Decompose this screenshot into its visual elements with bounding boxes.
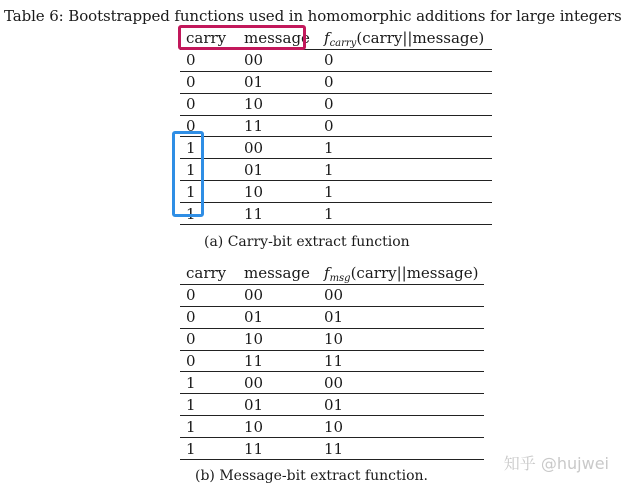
table-row xyxy=(180,49,492,71)
header-carry: carry xyxy=(180,28,244,49)
function-symbol: f xyxy=(324,29,330,48)
table-row xyxy=(180,159,492,181)
watermark: 知乎 @hujwei xyxy=(503,454,609,473)
table-row xyxy=(180,372,484,394)
header-message: message xyxy=(244,263,324,284)
table-header-row xyxy=(180,263,484,284)
cell-carry: 0 xyxy=(180,306,244,328)
message-table-body xyxy=(180,284,484,459)
cell-message: 00 xyxy=(244,137,324,159)
cell-message: 00 xyxy=(244,284,324,306)
cell-function-output: 10 xyxy=(324,328,484,350)
cell-function-output: 0 xyxy=(324,49,492,71)
cell-carry: 0 xyxy=(180,284,244,306)
function-subscript: msg xyxy=(329,273,351,285)
cell-message: 11 xyxy=(244,438,324,460)
table-row xyxy=(180,416,484,438)
cell-carry: 1 xyxy=(180,203,244,225)
cell-message: 00 xyxy=(244,49,324,71)
cell-function-output: 0 xyxy=(324,115,492,137)
cell-carry: 0 xyxy=(180,93,244,115)
table-caption: Table 6: Bootstrapped functions used in homomorphic additions for large integers xyxy=(4,7,622,25)
header-highlight-box xyxy=(178,25,306,50)
cell-message: 00 xyxy=(244,372,324,394)
cell-message: 10 xyxy=(244,416,324,438)
table-row xyxy=(180,93,492,115)
cell-function-output: 10 xyxy=(324,416,484,438)
cell-function-output: 1 xyxy=(324,159,492,181)
table-row xyxy=(180,71,492,93)
cell-carry: 1 xyxy=(180,394,244,416)
table-row xyxy=(180,306,484,328)
cell-message: 11 xyxy=(244,115,324,137)
cell-carry: 0 xyxy=(180,71,244,93)
cell-function-output: 11 xyxy=(324,350,484,372)
function-argument: (carry||message) xyxy=(356,29,485,48)
cell-carry: 1 xyxy=(180,159,244,181)
header-carry: carry xyxy=(180,263,244,284)
cell-message: 11 xyxy=(244,203,324,225)
cell-function-output: 01 xyxy=(324,306,484,328)
cell-carry: 0 xyxy=(180,49,244,71)
table-row xyxy=(180,203,492,225)
cell-message: 01 xyxy=(244,394,324,416)
cell-message: 10 xyxy=(244,328,324,350)
cell-carry: 0 xyxy=(180,115,244,137)
cell-function-output: 1 xyxy=(324,137,492,159)
function-symbol: f xyxy=(324,264,330,283)
table-row xyxy=(180,115,492,137)
cell-carry: 1 xyxy=(180,416,244,438)
cell-function-output: 0 xyxy=(324,93,492,115)
function-subscript: carry xyxy=(329,38,357,50)
table-row xyxy=(180,328,484,350)
cell-message: 11 xyxy=(244,350,324,372)
header-function xyxy=(324,263,484,284)
function-argument: (carry||message) xyxy=(350,264,479,283)
cell-message: 01 xyxy=(244,306,324,328)
table-row xyxy=(180,137,492,159)
cell-function-output: 1 xyxy=(324,181,492,203)
message-extract-table xyxy=(180,263,484,460)
cell-message: 10 xyxy=(244,181,324,203)
cell-message: 01 xyxy=(244,71,324,93)
table-row xyxy=(180,438,484,460)
table-row xyxy=(180,350,484,372)
subcaption-a: (a) Carry-bit extract function xyxy=(204,234,410,250)
cell-message: 10 xyxy=(244,93,324,115)
carry-highlight-box xyxy=(172,131,204,217)
table-row xyxy=(180,284,484,306)
cell-function-output: 0 xyxy=(324,71,492,93)
table-row xyxy=(180,394,484,416)
header-function xyxy=(324,28,492,49)
carry-table-body xyxy=(180,49,492,224)
cell-carry: 1 xyxy=(180,181,244,203)
cell-function-output: 00 xyxy=(324,372,484,394)
cell-carry: 0 xyxy=(180,328,244,350)
cell-carry: 1 xyxy=(180,137,244,159)
carry-extract-table xyxy=(180,28,492,225)
subcaption-b: (b) Message-bit extract function. xyxy=(195,468,428,484)
cell-carry: 1 xyxy=(180,438,244,460)
cell-function-output: 1 xyxy=(324,203,492,225)
cell-function-output: 01 xyxy=(324,394,484,416)
cell-function-output: 00 xyxy=(324,284,484,306)
cell-carry: 1 xyxy=(180,372,244,394)
cell-carry: 0 xyxy=(180,350,244,372)
cell-message: 01 xyxy=(244,159,324,181)
cell-function-output: 11 xyxy=(324,438,484,460)
header-message: message xyxy=(244,28,324,49)
table-row xyxy=(180,181,492,203)
